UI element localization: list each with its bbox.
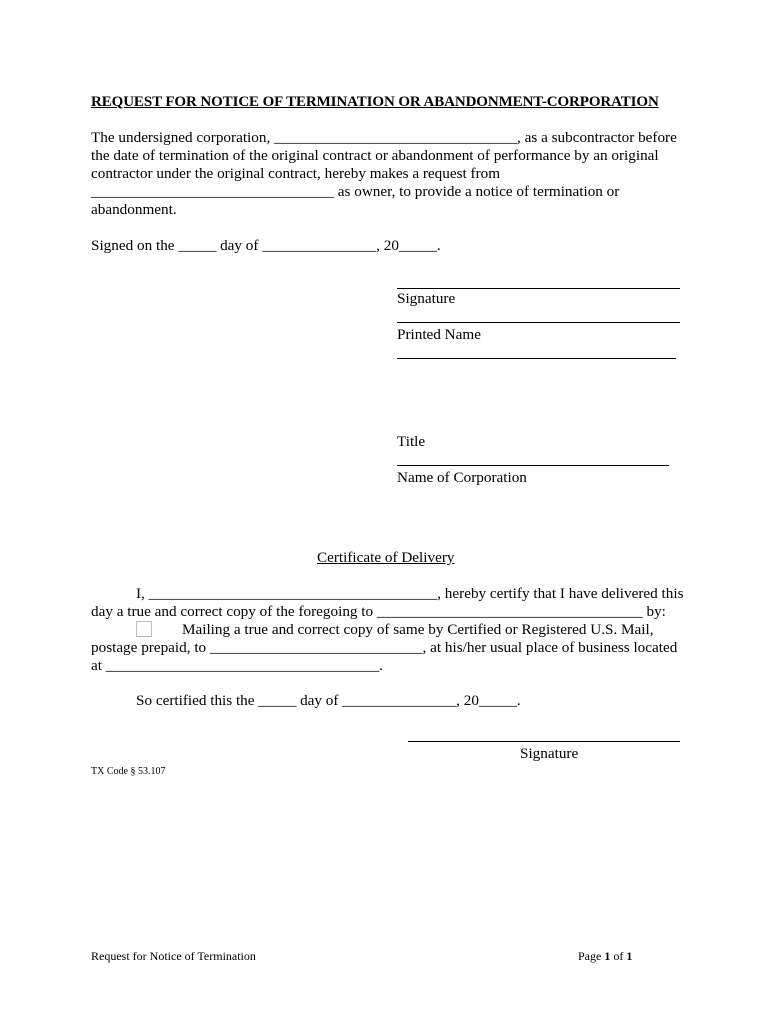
signed-on-line: Signed on the _____ day of _______________, 20_____. [91, 237, 441, 254]
body-line-3: contractor under the original contract, hereby makes a request from [91, 165, 501, 182]
body-line-2: the date of termination of the original contract or abandonment of performance by an original [91, 147, 659, 164]
mailing-option-label: Mailing a true and correct copy of same by Certified or Registered U.S. Mail, [182, 621, 654, 638]
page-current: 1 [604, 949, 611, 963]
certificate-signature-rule [408, 741, 680, 742]
page-total: 1 [626, 949, 633, 963]
page-number [578, 949, 632, 964]
printed-name-label: Printed Name [397, 326, 481, 343]
body-line-1: The undersigned corporation, ________________________________, as a subcontractor before [91, 129, 677, 146]
corporation-rule [397, 465, 669, 466]
page-of: of [610, 949, 627, 963]
title-label: Title [397, 433, 426, 450]
printed-name-rule [397, 322, 680, 323]
certificate-line-5: at ____________________________________. [91, 657, 383, 674]
document-title: REQUEST FOR NOTICE OF TERMINATION OR ABANDONMENT-CORPORATION [91, 94, 659, 110]
certificate-signature-label: Signature [520, 745, 579, 762]
page-prefix: Page [578, 949, 605, 963]
signature-label: Signature [397, 290, 456, 307]
certificate-line-1: I, ______________________________________, hereby certify that I have delivered this [136, 585, 684, 602]
certificate-heading: Certificate of Delivery [317, 549, 455, 566]
body-line-5: abandonment. [91, 201, 177, 218]
certificate-line-4: postage prepaid, to ____________________________, at his/her usual place of business located [91, 639, 678, 656]
certified-line: So certified this the _____ day of _______________, 20_____. [136, 692, 521, 709]
code-reference: TX Code § 53.107 [91, 766, 166, 777]
mailing-checkbox[interactable] [136, 621, 152, 637]
certificate-line-2: day a true and correct copy of the foregoing to ___________________________________ by: [91, 603, 666, 620]
printed-name-underline [397, 358, 676, 359]
signature-rule [397, 288, 680, 289]
body-line-4: ________________________________ as owner, to provide a notice of termination or [91, 183, 620, 200]
footer-title: Request for Notice of Termination [91, 949, 256, 963]
corporation-label: Name of Corporation [397, 469, 527, 486]
